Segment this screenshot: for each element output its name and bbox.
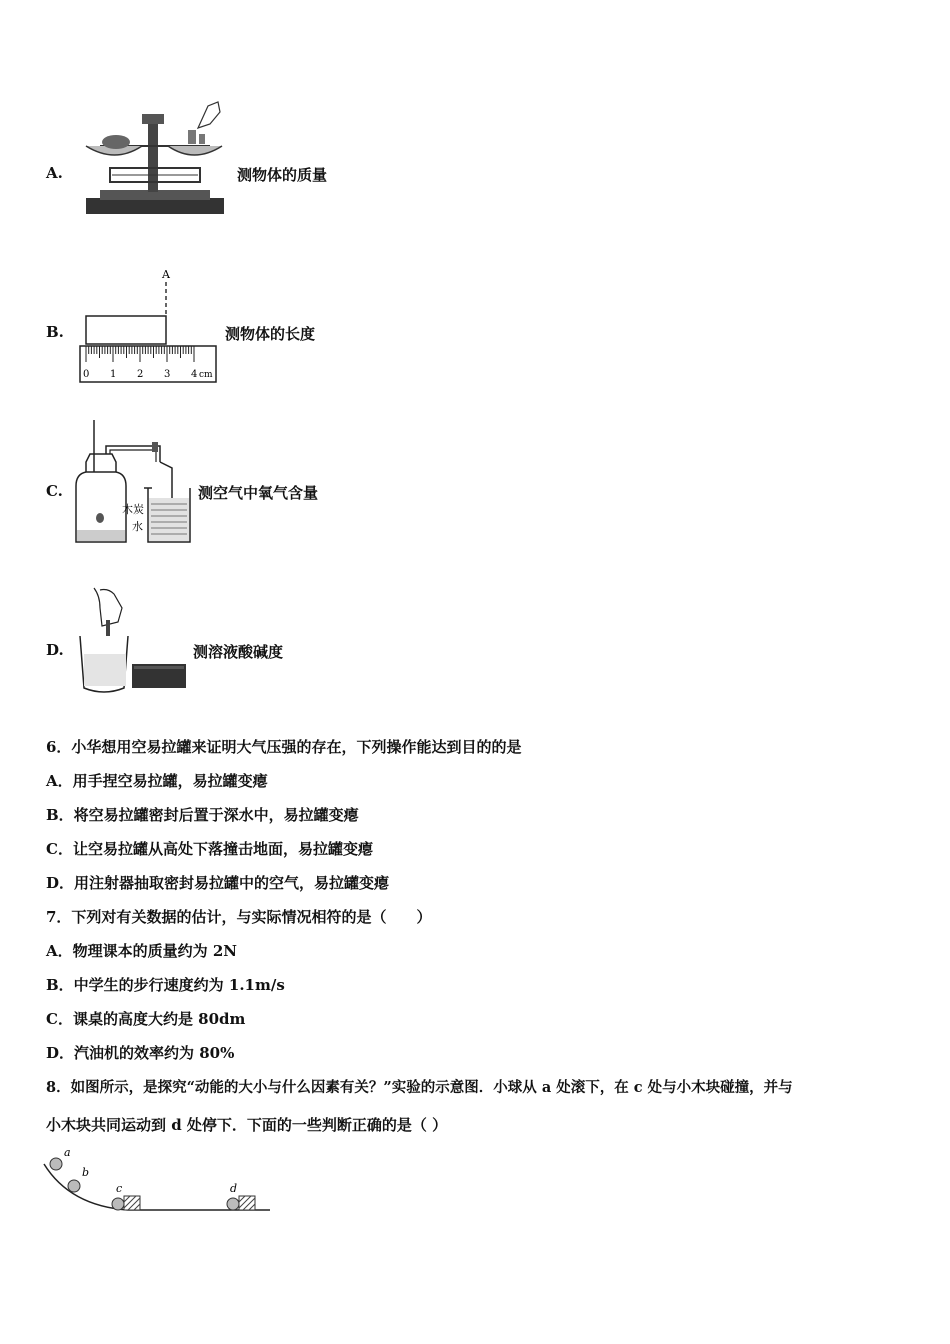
q6-option-c: C．让空易拉罐从高处下落撞击地面，易拉罐变瘪: [46, 840, 373, 858]
q7-option-d: D．汽油机的效率约为 80%: [46, 1044, 235, 1062]
q6-option-d: D．用注射器抽取密封易拉罐中的空气，易拉罐变瘪: [46, 874, 390, 892]
label-a: a: [64, 1146, 71, 1159]
ruler-arrow-label: A: [162, 268, 170, 281]
option-d-caption: 测溶液酸碱度: [193, 643, 284, 661]
ruler-tick-4: 4: [191, 369, 198, 380]
balance-illustration: [80, 98, 230, 220]
q6-stem: 6．小华想用空易拉罐来证明大气压强的存在，下列操作能达到目的的是: [46, 738, 522, 756]
option-b-letter: B.: [46, 323, 64, 341]
q7-stem: 7．下列对有关数据的估计，与实际情况相符的是（ ）: [46, 908, 432, 926]
option-c-caption: 测空气中氧气含量: [198, 484, 319, 502]
q8-stem-line2: 小木块共同运动到 d 处停下．下面的一些判断正确的是（ ）: [46, 1116, 448, 1134]
ruler-tick-3: 3: [164, 369, 171, 380]
q6-option-b: B．将空易拉罐密封后置于深水中，易拉罐变瘪: [46, 806, 359, 824]
option-d-letter: D.: [46, 641, 64, 659]
label-water: 水: [132, 520, 143, 533]
ruler-unit: cm: [199, 370, 213, 380]
ruler-illustration: [78, 264, 220, 386]
q6-option-a: A．用手捏空易拉罐，易拉罐变瘪: [46, 772, 268, 790]
ph-test-illustration: [78, 586, 190, 696]
q8-stem-line1: 8．如图所示，是探究“动能的大小与什么因素有关？”实验的示意图．小球从 a 处滚下，在 c 处与小木块碰撞，并与: [46, 1079, 793, 1096]
oxygen-apparatus-illustration: [72, 418, 198, 548]
ruler-tick-2: 2: [137, 369, 144, 380]
ruler-tick-1: 1: [110, 369, 117, 380]
q7-option-c: C．课桌的高度大约是 80dm: [46, 1010, 246, 1028]
q7-option-a: A．物理课本的质量约为 2N: [46, 942, 238, 960]
ramp-illustration: [40, 1140, 272, 1218]
option-a-letter: A.: [46, 164, 63, 182]
label-b: b: [82, 1166, 90, 1179]
label-c: c: [116, 1182, 123, 1195]
label-charcoal: 木炭: [122, 503, 144, 516]
ruler-tick-0: 0: [83, 369, 90, 380]
q7-option-b: B．中学生的步行速度约为 1.1m/s: [46, 976, 285, 994]
option-c-letter: C.: [46, 482, 63, 500]
option-b-caption: 测物体的长度: [225, 325, 316, 343]
label-d: d: [230, 1182, 238, 1195]
option-a-caption: 测物体的质量: [237, 166, 328, 184]
